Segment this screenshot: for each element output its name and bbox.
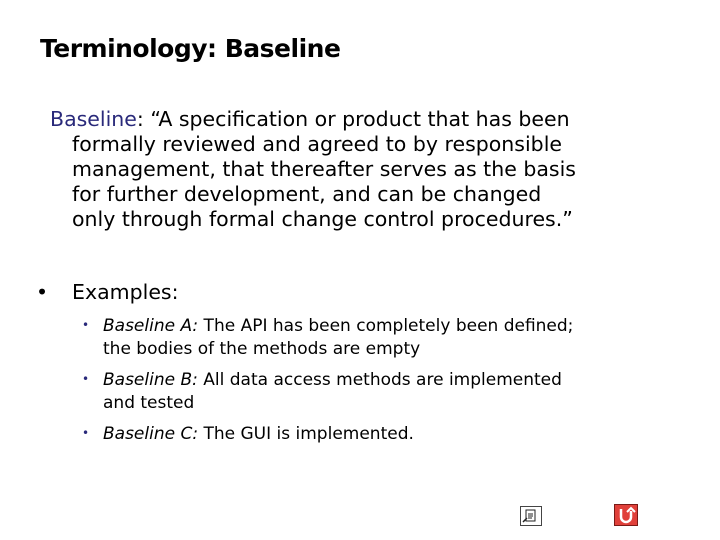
slide-title: Terminology: Baseline — [40, 34, 341, 63]
definition-term: Baseline — [50, 107, 137, 131]
definition-line-3: management, that thereafter serves as the basis — [72, 157, 576, 181]
example-text: The API has been completely been defined; — [198, 316, 574, 336]
example-label: Baseline A: — [103, 316, 199, 336]
definition-line-5: only through formal change control procedures.” — [72, 207, 573, 231]
definition-line-1 — [50, 107, 690, 132]
examples-list — [82, 314, 702, 453]
examples-heading — [36, 280, 179, 305]
example-label: Baseline C: — [103, 424, 199, 444]
return-arrow-icon[interactable] — [614, 504, 638, 526]
definition-line-2: formally reviewed and agreed to by responsible — [72, 132, 562, 156]
example-text-continued: and tested — [103, 393, 195, 413]
document-link-icon[interactable] — [520, 506, 542, 526]
example-text: The GUI is implemented. — [198, 424, 414, 444]
example-text-continued: the bodies of the methods are empty — [103, 339, 421, 359]
definition-block — [50, 107, 690, 232]
bullet-icon: • — [82, 426, 90, 440]
examples-label: Examples: — [72, 280, 179, 304]
example-label: Baseline B: — [103, 370, 198, 390]
bullet-icon: • — [82, 372, 90, 386]
example-text: All data access methods are implemented — [197, 370, 562, 390]
list-item — [82, 422, 702, 446]
definition-text: : “A specification or product that has been — [136, 107, 570, 131]
bullet-icon: • — [82, 318, 90, 332]
list-item — [82, 368, 702, 415]
list-item — [82, 314, 702, 361]
definition-line-4: for further development, and can be changed — [72, 182, 542, 206]
bullet-icon: • — [36, 280, 49, 304]
